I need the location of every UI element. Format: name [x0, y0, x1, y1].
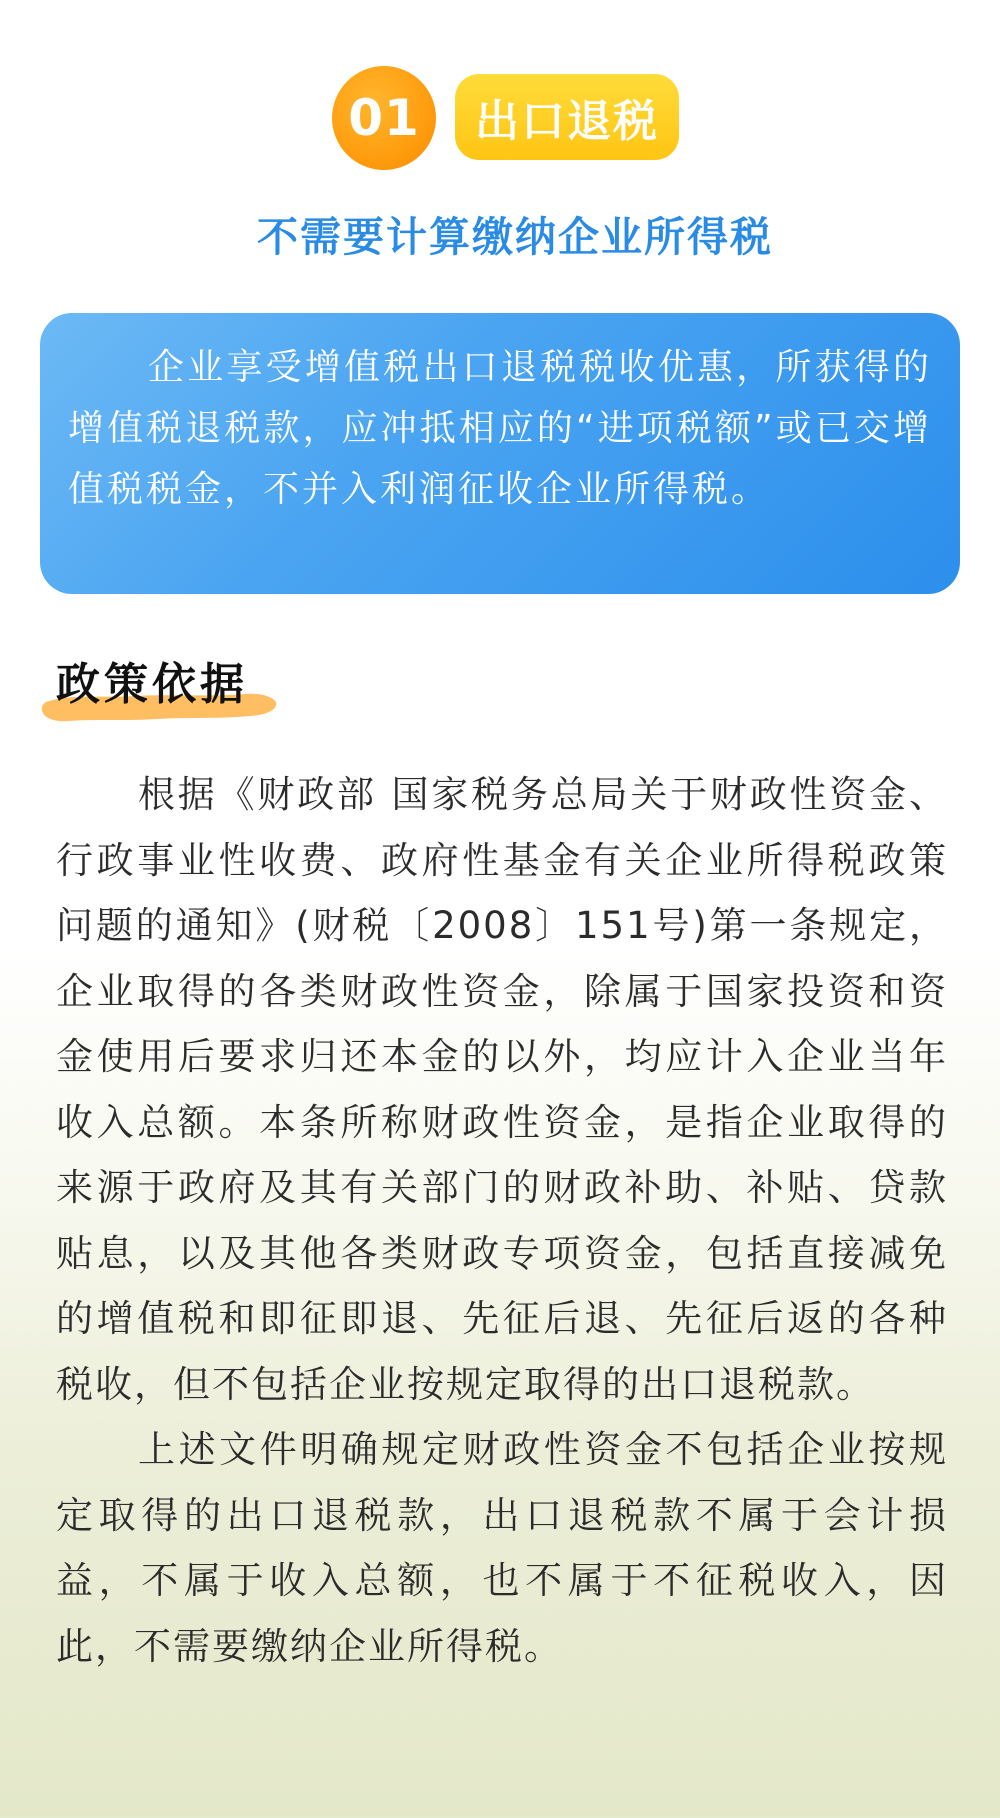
- policy-heading-text: 政策依据: [56, 659, 248, 710]
- summary-text: 企业享受增值税出口退税税收优惠，所获得的增值税退税款，应冲抵相应的“进项税额”或已交增值税税金，不并入利润征收企业所得税。: [68, 347, 932, 510]
- policy-heading: [40, 648, 300, 728]
- section-header: [0, 66, 1000, 170]
- section-title-badge: 出口退税: [455, 74, 679, 160]
- policy-paragraph: 根据《财政部 国家税务总局关于财政性资金、行政事业性收费、政府性基金有关企业所得税政策问题的通知》(财税〔2008〕151号)第一条规定，企业取得的各类财政性资金，除属于国家投资和资金使用后要求归还本金的以外，均应计入企业当年收入总额。本条所称财政性资金，是指企业取得的来源于政府及其有关部门的财政补助、补贴、贷款贴息，以及其他各类财政专项资金，包括直接减免的增值税和即征即退、先征后退、先征后返的各种税收，但不包括企业按规定取得的出口退税款。: [56, 773, 948, 1406]
- policy-paragraph: 上述文件明确规定财政性资金不包括企业按规定取得的出口退税款，出口退税款不属于会计损益，不属于收入总额，也不属于不征税收入，因此，不需要缴纳企业所得税。: [56, 1428, 948, 1668]
- summary-box: [40, 313, 960, 594]
- policy-body: [56, 762, 948, 1679]
- section-subtitle: 不需要计算缴纳企业所得税: [257, 213, 773, 261]
- section-number-badge: 01: [332, 66, 436, 170]
